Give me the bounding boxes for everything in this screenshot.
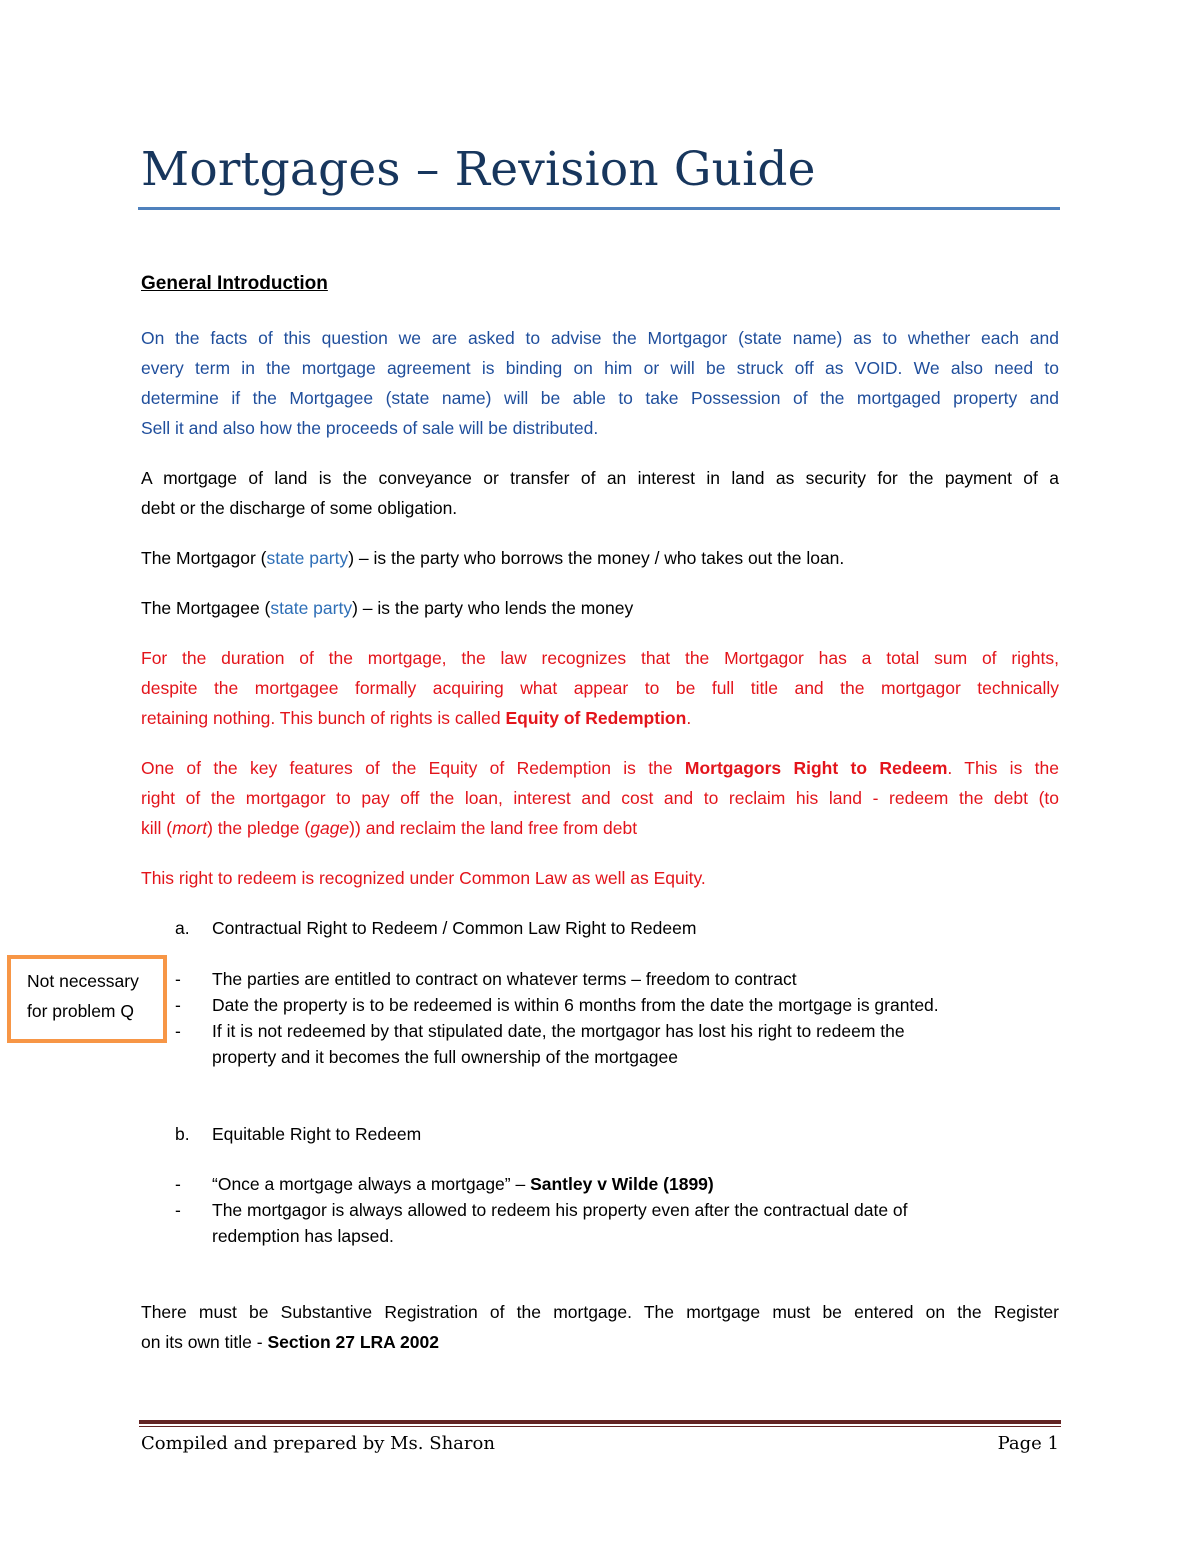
list-title-a: Contractual Right to Redeem / Common Law Right to Redeem: [212, 918, 697, 938]
title-underline-rule: [138, 207, 1060, 210]
note-line: for problem Q: [27, 1001, 134, 1021]
bullet-dash: -: [175, 1200, 181, 1220]
registration-line: on its own title - Section 27 LRA 2002: [141, 1332, 439, 1352]
mortgagee-party-placeholder: state party: [270, 598, 353, 618]
registration-paragraph: [141, 1297, 1059, 1357]
definition-line: A mortgage of land is the conveyance or transfer of an interest in land as security for the payment of a: [141, 468, 1059, 488]
statute-citation: Section 27 LRA 2002: [267, 1332, 439, 1352]
right-to-redeem-term: Mortgagors Right to Redeem: [684, 758, 948, 778]
intro-line: Sell it and also how the proceeds of sale will be distributed.: [141, 418, 599, 438]
recognized-statement: This right to redeem is recognized under Common Law as well as Equity.: [141, 868, 706, 888]
bullet-dash: -: [175, 1174, 181, 1194]
list-b-item: The mortgagor is always allowed to redeem his property even after the contractual date of: [212, 1200, 908, 1220]
footer-page-number: Page 1: [997, 1433, 1059, 1454]
equity-line: despite the mortgagee formally acquiring what appear to be full title and the mortgagor technically: [141, 678, 1059, 698]
list-b-item: “Once a mortgage always a mortgage” – Santley v Wilde (1899): [212, 1174, 714, 1194]
intro-line: every term in the mortgage agreement is binding on him or will be struck off as VOID. We also need to: [141, 358, 1059, 378]
intro-line: On the facts of this question we are asked to advise the Mortgagor (state name) as to whether each and: [141, 328, 1059, 348]
registration-line: There must be Substantive Registration of the mortgage. The mortgage must be entered on the Register: [141, 1302, 1059, 1322]
definition-line: debt or the discharge of some obligation.: [141, 498, 458, 518]
footer-rule: [139, 1420, 1061, 1424]
list-label-a: a.: [175, 918, 190, 938]
list-a-item: If it is not redeemed by that stipulated date, the mortgagor has lost his right to redeem the: [212, 1021, 905, 1041]
equity-of-redemption-term: Equity of Redemption: [505, 708, 687, 728]
intro-paragraph: [141, 323, 1059, 443]
document-title: Mortgages – Revision Guide: [141, 142, 816, 197]
right-to-redeem-paragraph: [141, 753, 1059, 843]
list-b-item-continuation: redemption has lapsed.: [212, 1226, 394, 1246]
gage-term: gage: [310, 818, 350, 838]
equity-line: retaining nothing. This bunch of rights is called Equity of Redemption.: [141, 708, 692, 728]
list-title-b: Equitable Right to Redeem: [212, 1124, 422, 1144]
intro-line: determine if the Mortgagee (state name) will be able to take Possession of the mortgaged property and: [141, 388, 1059, 408]
list-a-item: The parties are entitled to contract on whatever terms – freedom to contract: [212, 969, 797, 989]
bullet-dash: -: [175, 995, 181, 1015]
equity-paragraph: [141, 643, 1059, 733]
bullet-dash: -: [175, 969, 181, 989]
footer-author: Compiled and prepared by Ms. Sharon: [141, 1433, 495, 1454]
mort-term: mort: [172, 818, 208, 838]
bullet-dash: -: [175, 1021, 181, 1041]
list-a-item: Date the property is to be redeemed is within 6 months from the date the mortgage is granted.: [212, 995, 939, 1015]
case-citation: Santley v Wilde (1899): [530, 1174, 714, 1194]
section-heading: General Introduction: [141, 273, 328, 294]
definition-paragraph: [141, 463, 1059, 523]
equity-line: For the duration of the mortgage, the law recognizes that the Mortgagor has a total sum of rights,: [141, 648, 1059, 668]
note-line: Not necessary: [27, 971, 139, 991]
mortgagor-party-placeholder: state party: [266, 548, 349, 568]
redeem-line: One of the key features of the Equity of Redemption is the Mortgagors Right to Redeem. This is the: [141, 758, 1059, 778]
list-a-item-continuation: property and it becomes the full ownership of the mortgagee: [212, 1047, 678, 1067]
redeem-line: kill (mort) the pledge (gage)) and reclaim the land free from debt: [141, 818, 638, 838]
footer-rule: [139, 1426, 1061, 1427]
mortgagee-definition: The Mortgagee (state party) – is the party who lends the money: [141, 598, 634, 618]
redeem-line: right of the mortgagor to pay off the loan, interest and cost and to reclaim his land - redeem the debt (to: [141, 788, 1059, 808]
not-necessary-note: [7, 955, 167, 1043]
list-label-b: b.: [175, 1124, 190, 1144]
mortgagor-definition: The Mortgagor (state party) – is the party who borrows the money / who takes out the loan.: [141, 548, 845, 568]
